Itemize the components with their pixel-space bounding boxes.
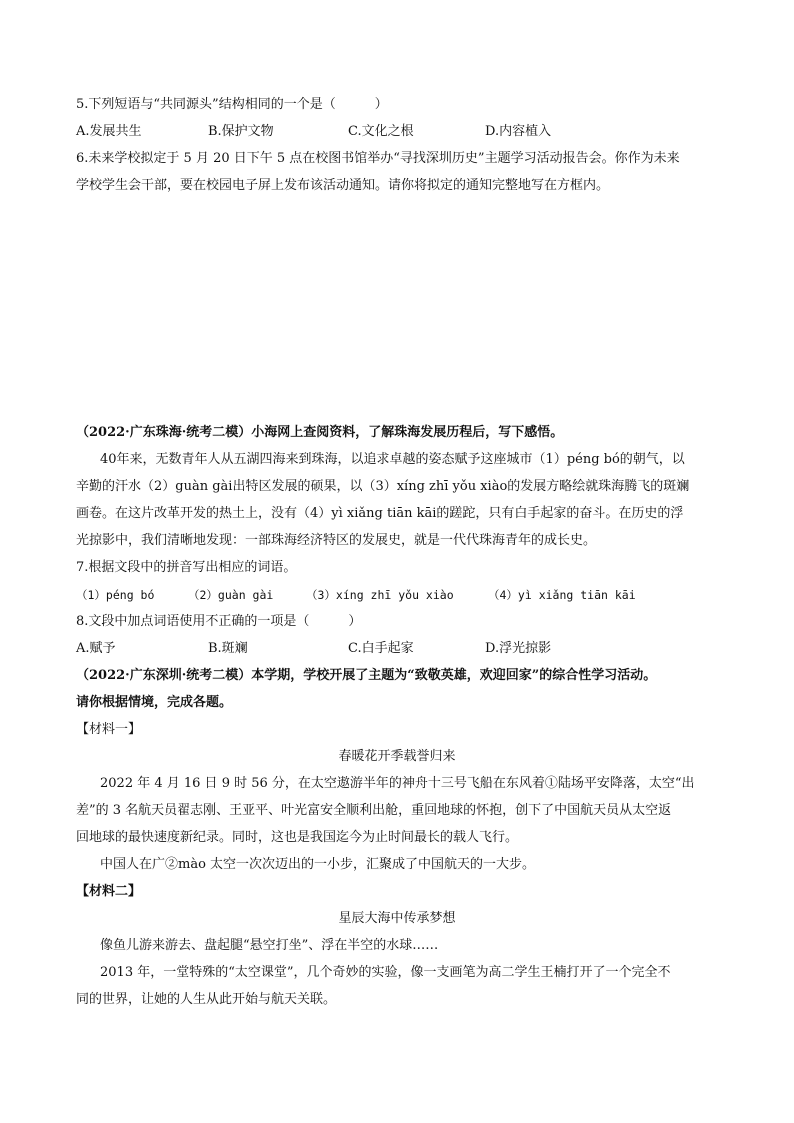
material-1-label: 【材料一】 <box>76 722 142 737</box>
q5-option-b: B.保护文物 <box>208 124 274 139</box>
q8-option-d: D.浮光掠影 <box>485 641 552 656</box>
q7-stem: 7.根据文段中的拼音写出相应的词语。 <box>76 560 297 575</box>
q5-option-a: A.发展共生 <box>76 124 142 139</box>
q5-option-c: C.文化之根 <box>348 124 414 139</box>
q7-item-2: （2）guàn gài <box>188 588 274 602</box>
q6-line-1: 6.未来学校拟定于 5 月 20 日下午 5 点在校图书馆举办“寻找深圳历史”主题学习活动报告会。你作为未来 <box>76 151 680 166</box>
material-2-title: 星辰大海中传承梦想 <box>338 911 456 926</box>
material-1-paragraph-line-1: 2022 年 4 月 16 日 9 时 56 分，在太空遨游半年的神舟十三号飞船在东风着①陆场平安降落，太空“出 <box>100 776 695 791</box>
material-1-paragraph-line-2: 差”的 3 名航天员翟志刚、王亚平、叶光富安全顺利出舱，重回地球的怀抱，创下了中国航天员从太空返 <box>76 803 672 818</box>
q6-line-2: 学校学生会干部，要在校园电子屏上发布该活动通知。请你将拟定的通知完整地写在方框内。 <box>76 178 610 193</box>
shenzhen-section-header-2: 请你根据情境，完成各题。 <box>76 695 233 710</box>
q8-option-b: B.斑斓 <box>208 641 248 656</box>
q8-stem: 8.文段中加点词语使用不正确的一项是（ ） <box>76 614 362 629</box>
q5-option-d: D.内容植入 <box>485 124 552 139</box>
q7-item-3: （3）xíng zhī yǒu xiào <box>306 588 454 602</box>
zhuhai-passage-line-1: 40年来，无数青年人从五湖四海来到珠海，以追求卓越的姿态赋予这座城市（1）péng bó的朝气，以 <box>100 452 685 467</box>
q8-option-a: A.赋予 <box>76 641 116 656</box>
q8-option-c: C.白手起家 <box>348 641 414 656</box>
material-2-paragraph-line-2: 2013 年，一堂特殊的“太空课堂”，几个奇妙的实验，像一支画笔为高二学生王楠打开了一个完全不 <box>100 965 671 980</box>
material-1-title: 春暖花开季载誉归来 <box>338 749 456 764</box>
material-1-paragraph-line-3: 回地球的最快速度新纪录。同时，这也是我国迄今为止时间最长的载人飞行。 <box>76 830 519 845</box>
zhuhai-passage-line-2: 辛勤的汗水（2）guàn gài出特区发展的硕果，以（3）xíng zhī yǒu xiào的发展方略绘就珠海腾飞的斑斓 <box>76 479 690 494</box>
q7-item-4: （4）yì xiǎng tiān kāi <box>488 588 636 602</box>
shenzhen-section-header-1: （2022·广东深圳·统考二模）本学期，学校开展了主题为“致敬英雄，欢迎回家”的综合性学习活动。 <box>76 668 657 683</box>
material-2-paragraph-line-1: 像鱼儿游来游去、盘起腿“悬空打坐”、浮在半空的水球…… <box>100 938 439 953</box>
zhuhai-passage-line-4: 光掠影中，我们清晰地发现：一部珠海经济特区的发展史，就是一代代珠海青年的成长史。 <box>76 533 597 548</box>
material-2-paragraph-line-3: 同的世界，让她的人生从此开始与航天关联。 <box>76 992 337 1007</box>
zhuhai-section-header: （2022·广东珠海·统考二模）小海网上查阅资料，了解珠海发展历程后，写下感悟。 <box>76 425 564 440</box>
material-1-paragraph-line-4: 中国人在广②mào 太空一次次迈出的一小步，汇聚成了中国航天的一大步。 <box>100 857 536 872</box>
q5-stem: 5.下列短语与“共同源头”结构相同的一个是（ ） <box>76 97 388 112</box>
q7-item-1: （1）péng bó <box>76 588 155 602</box>
zhuhai-passage-line-3: 画卷。在这片改革开发的热土上，没有（4）yì xiǎng tiān kāi的蹉跎，只有白手起家的奋斗。在历史的浮 <box>76 506 684 521</box>
material-2-label: 【材料二】 <box>76 884 142 899</box>
